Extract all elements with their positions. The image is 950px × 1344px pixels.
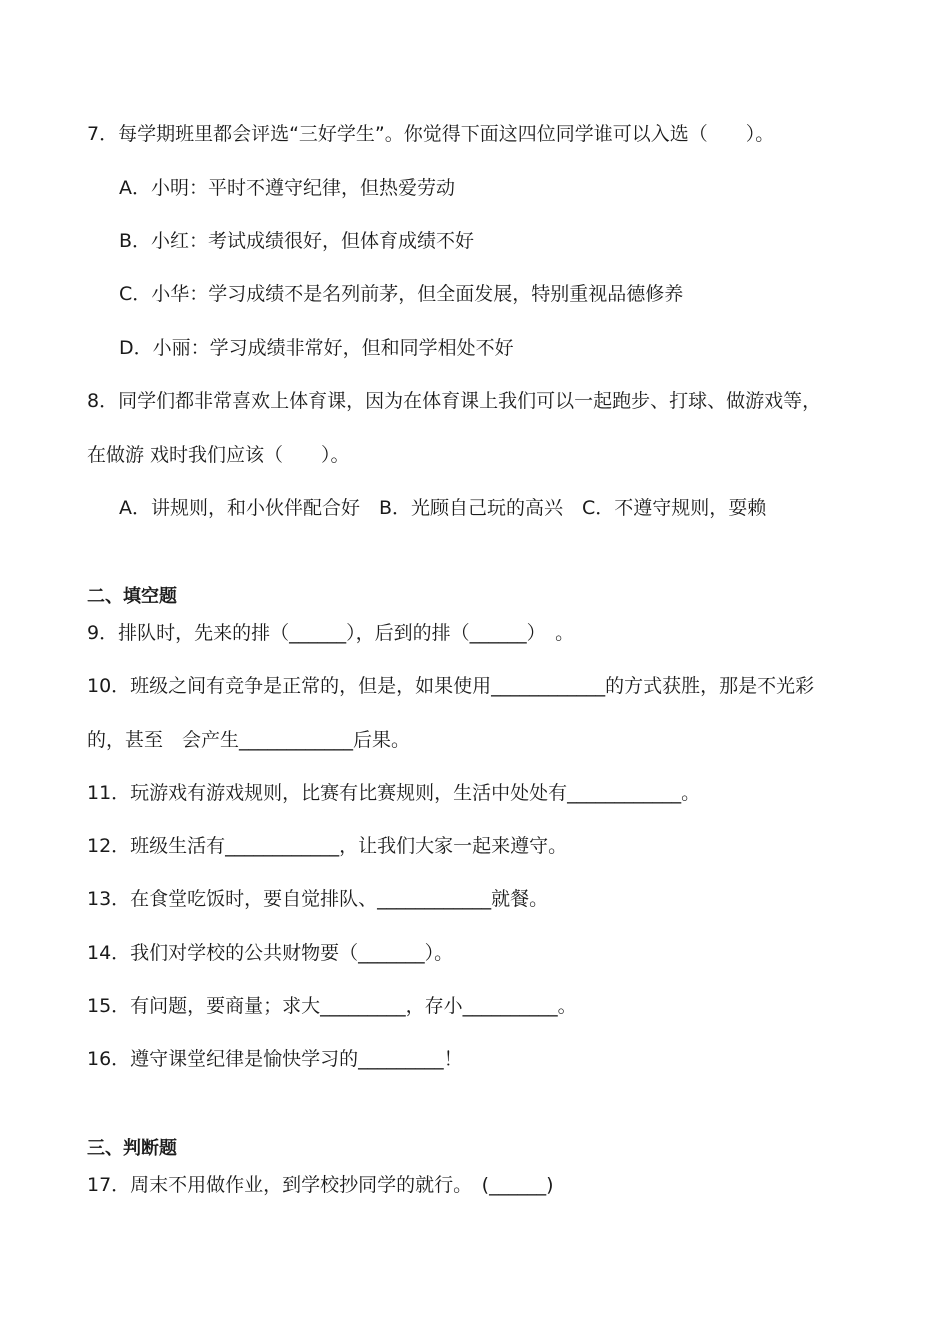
question-11: 11．玩游戏有游戏规则，比赛有比赛规则，生活中处处有____________。: [87, 782, 701, 804]
q7-option-a: A．小明：平时不遵守纪律，但热爱劳动: [119, 177, 455, 199]
question-10-line1: 10．班级之间有竞争是正常的，但是，如果使用____________的方式获胜，那是不光彩: [87, 675, 815, 697]
question-17: 17．周末不用做作业，到学校抄同学的就行。 (______): [87, 1174, 554, 1196]
question-15: 15．有问题，要商量；求大_________，存小__________。: [87, 995, 577, 1017]
section2-heading: 二、填空题: [87, 586, 177, 607]
q8-options: A．讲规则，和小伙伴配合好 B．光顾自己玩的高兴 C．不遵守规则，耍赖: [119, 497, 767, 519]
q8-stem-line1: 8．同学们都非常喜欢上体育课，因为在体育课上我们可以一起跑步、打球、做游戏等，: [87, 390, 822, 412]
question-16: 16．遵守课堂纪律是愉快学习的_________！: [87, 1048, 463, 1070]
question-9: 9．排队时，先来的排（______），后到的排（______） 。: [87, 622, 575, 644]
q7-option-c: C．小华：学习成绩不是名列前茅，但全面发展，特别重视品德修养: [119, 283, 684, 305]
question-10-line2: 的，甚至 会产生____________后果。: [87, 729, 411, 751]
question-13: 13．在食堂吃饭时，要自觉排队、____________就餐。: [87, 888, 549, 910]
q8-stem-line2: 在做游 戏时我们应该（ ）。: [87, 444, 350, 466]
q7-option-d: D．小丽：学习成绩非常好，但和同学相处不好: [119, 337, 514, 359]
question-12: 12．班级生活有____________，让我们大家一起来遵守。: [87, 835, 568, 857]
section3-heading: 三、判断题: [87, 1138, 177, 1159]
q7-stem: 7．每学期班里都会评选“三好学生”。你觉得下面这四位同学谁可以入选（ ）。: [87, 123, 775, 145]
q7-option-b: B．小红：考试成绩很好，但体育成绩不好: [119, 230, 475, 252]
question-14: 14．我们对学校的公共财物要（_______）。: [87, 942, 454, 964]
